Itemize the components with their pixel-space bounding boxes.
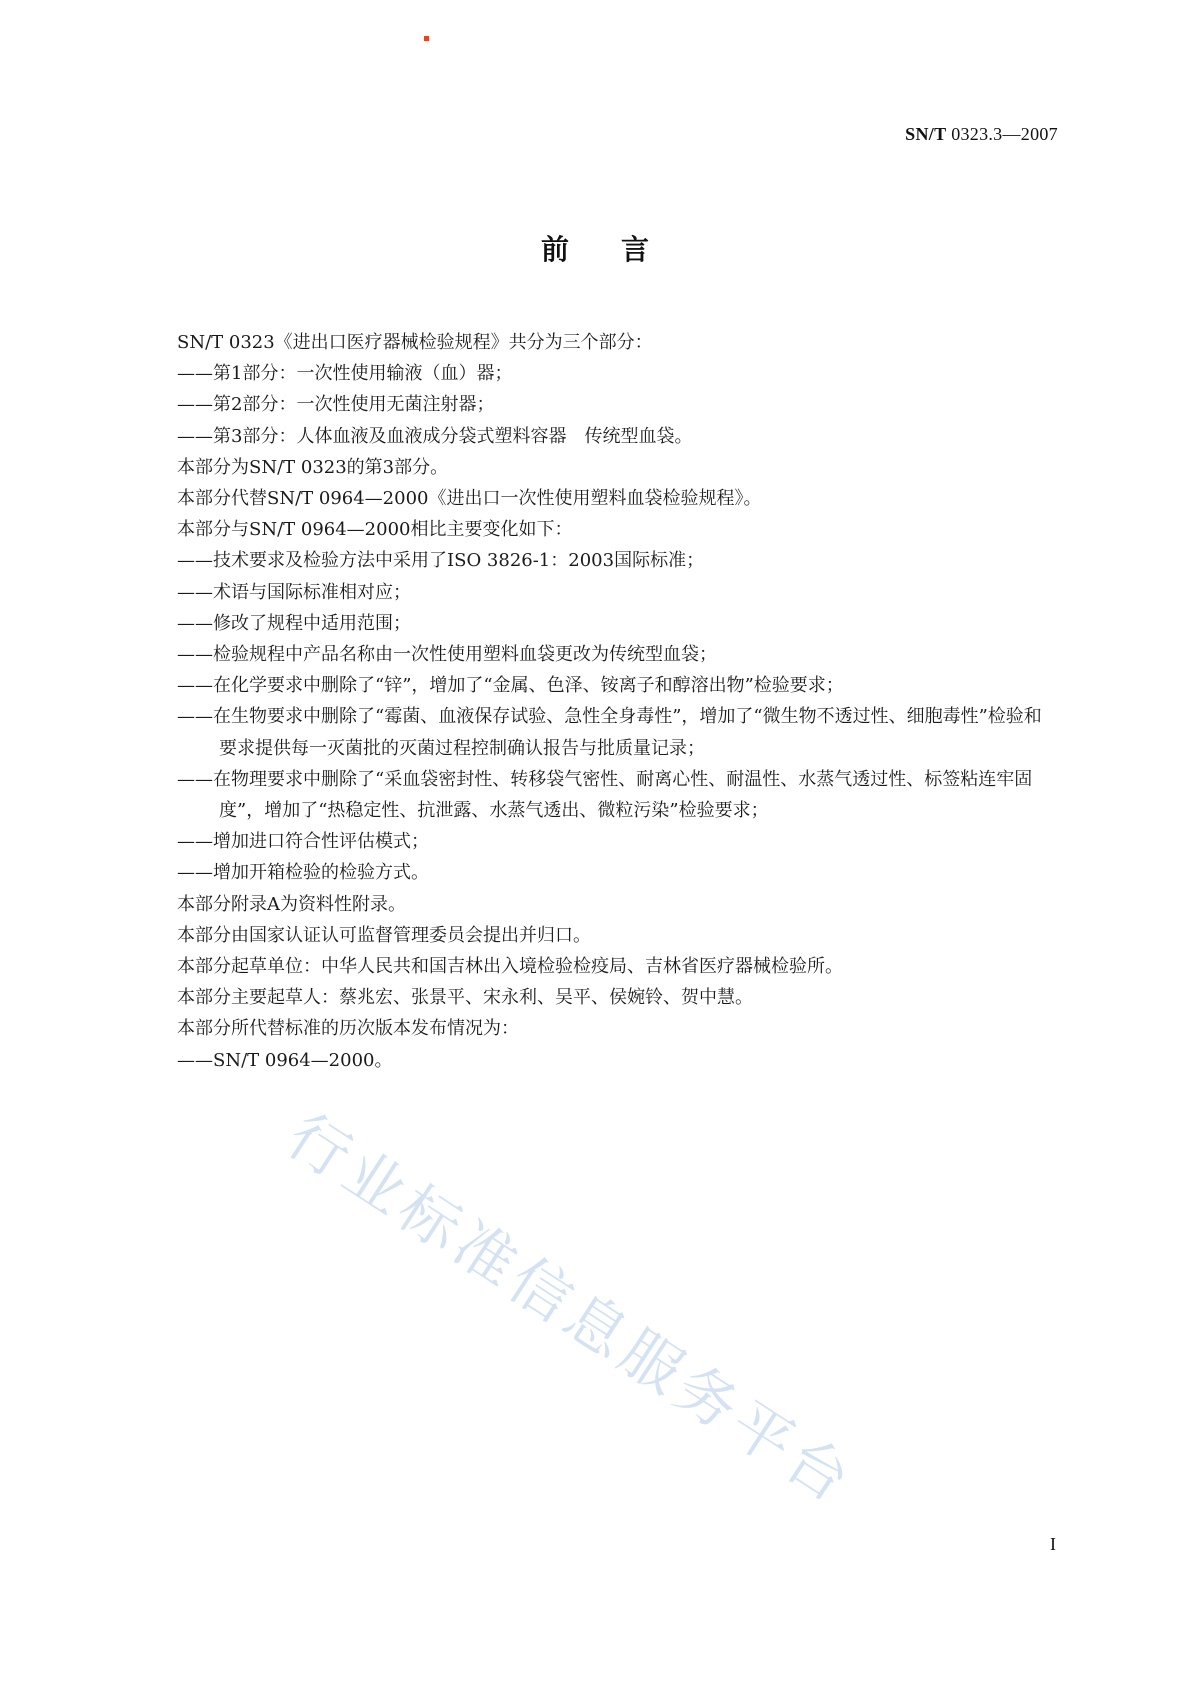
dash-list-item: ——检验规程中产品名称由一次性使用塑料血袋更改为传统型血袋； xyxy=(177,644,717,666)
dash-list-item: ——增加开箱检验的检验方式。 xyxy=(177,862,429,884)
marker-dot xyxy=(424,36,429,41)
page-number: I xyxy=(1050,1534,1056,1554)
paragraph: 本部分起草单位：中华人民共和国吉林出入境检验检疫局、吉林省医疗器械检验所。 xyxy=(177,956,843,978)
dash-list-item: ——技术要求及检验方法中采用了ISO 3826-1：2003国际标准； xyxy=(177,550,705,572)
paragraph: 本部分主要起草人：蔡兆宏、张景平、宋永利、吴平、侯婉铃、贺中慧。 xyxy=(177,987,753,1009)
dash-list-item: ——SN/T 0964—2000。 xyxy=(177,1049,393,1071)
watermark: 行业标准信息服务平台 xyxy=(274,1100,867,1520)
page-title: 前言 xyxy=(540,233,701,266)
dash-list-item: ——在生物要求中删除了“霉菌、血液保存试验、急性全身毒性”，增加了“微生物不透过性、细胞毒性”检验和要求提供每一灭菌批的灭菌过程控制确认报告与批质量记录； xyxy=(177,706,1042,759)
paragraph: 本部分所代替标准的历次版本发布情况为： xyxy=(177,1018,519,1040)
dash-list-item: ——在化学要求中删除了“锌”，增加了“金属、色泽、铵离子和醇溶出物”检验要求； xyxy=(177,675,844,697)
dash-list-item: ——修改了规程中适用范围； xyxy=(177,612,411,634)
document-code-number: 0323.3—2007 xyxy=(951,124,1058,144)
document-code-prefix: SN/T xyxy=(905,124,947,144)
paragraph: SN/T 0323《进出口医疗器械检验规程》共分为三个部分： xyxy=(177,332,653,353)
foreword-body xyxy=(177,327,1057,1076)
paragraph: 本部分由国家认证认可监督管理委员会提出并归口。 xyxy=(177,924,591,946)
dash-list-item: ——第2部分：一次性使用无菌注射器； xyxy=(177,394,495,416)
paragraph: 本部分代替SN/T 0964—2000《进出口一次性使用塑料血袋检验规程》。 xyxy=(177,488,762,510)
dash-list-item: ——增加进口符合性评估模式； xyxy=(177,831,429,853)
document-code xyxy=(905,124,1058,145)
paragraph: 本部分为SN/T 0323的第3部分。 xyxy=(177,456,449,478)
paragraph: 本部分与SN/T 0964—2000相比主要变化如下： xyxy=(177,519,573,541)
dash-list-item: ——第3部分：人体血液及血液成分袋式塑料容器 传统型血袋。 xyxy=(177,425,693,447)
dash-list-item: ——术语与国际标准相对应； xyxy=(177,581,411,603)
paragraph: 本部分附录A为资料性附录。 xyxy=(177,893,406,915)
dash-list-item: ——在物理要求中删除了“采血袋密封性、转移袋气密性、耐离心性、耐温性、水蒸气透过性、标签粘连牢固度”，增加了“热稳定性、抗泄露、水蒸气透出、微粒污染”检验要求； xyxy=(177,768,1033,822)
dash-list-item: ——第1部分：一次性使用输液（血）器； xyxy=(177,363,513,385)
